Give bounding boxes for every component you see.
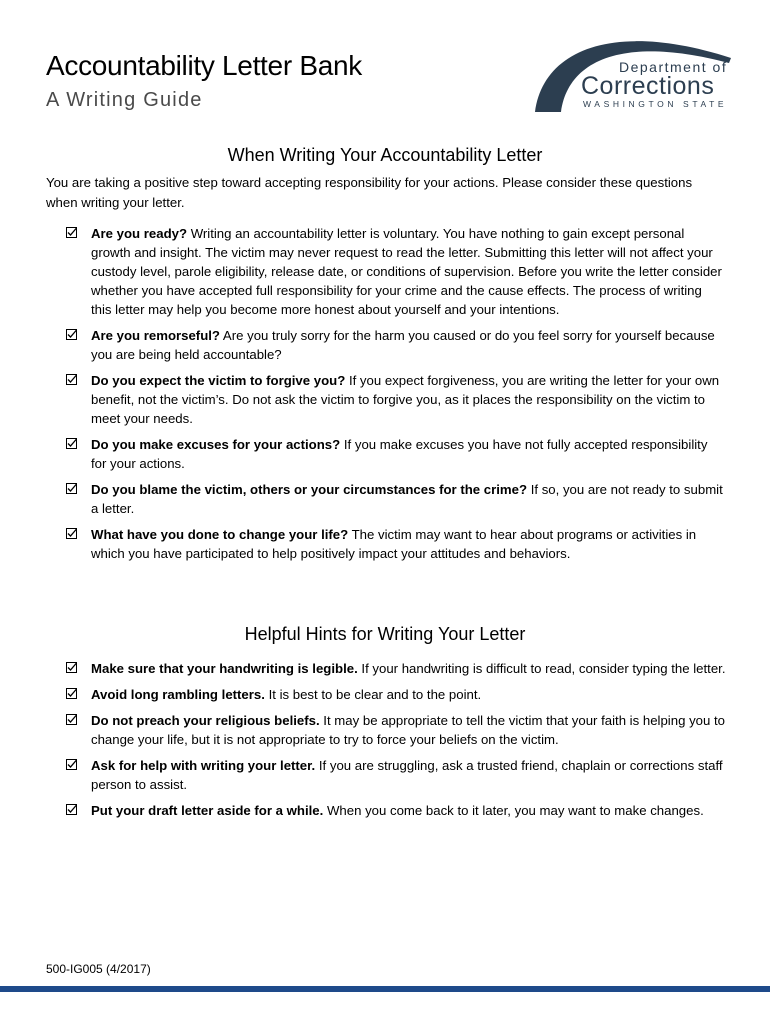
item-lead: What have you done to change your life? bbox=[91, 527, 349, 542]
item-lead: Put your draft letter aside for a while. bbox=[91, 803, 324, 818]
section2-heading: Helpful Hints for Writing Your Letter bbox=[244, 624, 526, 644]
item-text: Are you truly sorry for the harm you caused or do you feel sorry for yourself because you are being held accountable? bbox=[91, 328, 715, 362]
item-lead: Do you make excuses for your actions? bbox=[91, 437, 341, 452]
list-item bbox=[66, 371, 726, 428]
item-text: It may be appropriate to tell the victim that your faith is helping you to change your life, but it is not appropriate to try to force your beliefs on the victim. bbox=[91, 713, 725, 747]
page-title: Accountability Letter Bank bbox=[46, 50, 362, 81]
checkbox-checked-icon bbox=[66, 438, 77, 449]
doc-logo bbox=[533, 30, 733, 115]
list-item bbox=[66, 326, 726, 364]
checkbox-checked-icon bbox=[66, 759, 77, 770]
section1-list bbox=[66, 224, 726, 570]
item-text: If you expect forgiveness, you are writing the letter for your own benefit, not the victim’s. Do not ask the victim to forgive you, as it places the responsibility on the victim to meet your needs. bbox=[91, 373, 720, 426]
item-lead: Are you remorseful? bbox=[91, 328, 220, 343]
item-text: If you make excuses you have not fully accepted responsibility for your actions. bbox=[91, 437, 708, 471]
checkbox-checked-icon bbox=[66, 714, 77, 725]
item-lead: Are you ready? bbox=[91, 226, 188, 241]
item-lead: Make sure that your handwriting is legible. bbox=[91, 661, 358, 676]
list-item bbox=[66, 756, 726, 794]
logo-line3: WASHINGTON STATE bbox=[583, 99, 728, 109]
list-item bbox=[66, 801, 726, 820]
checkbox-checked-icon bbox=[66, 528, 77, 539]
footer-bar bbox=[0, 986, 770, 992]
form-code: 500-IG005 (4/2017) bbox=[46, 962, 151, 976]
checkbox-checked-icon bbox=[66, 227, 77, 238]
section1-intro: You are taking a positive step toward accepting responsibility for your actions. Please consider these questions when writing your letter. bbox=[46, 175, 693, 210]
list-item bbox=[66, 525, 726, 563]
item-text: If your handwriting is difficult to read, consider typing the letter. bbox=[361, 661, 726, 676]
checkbox-checked-icon bbox=[66, 804, 77, 815]
logo-line2: Corrections bbox=[581, 72, 715, 100]
section2-list bbox=[66, 659, 726, 827]
list-item bbox=[66, 659, 726, 678]
list-item bbox=[66, 435, 726, 473]
logo-line1: Department of bbox=[619, 59, 728, 75]
item-text: It is best to be clear and to the point. bbox=[268, 687, 482, 702]
item-lead: Ask for help with writing your letter. bbox=[91, 758, 316, 773]
item-text: The victim may want to hear about programs or activities in which you have participated to help positively impact your attitudes and behaviors. bbox=[91, 527, 697, 561]
item-text: When you come back to it later, you may want to make changes. bbox=[326, 803, 704, 818]
checkbox-checked-icon bbox=[66, 329, 77, 340]
list-item bbox=[66, 711, 726, 749]
checkbox-checked-icon bbox=[66, 374, 77, 385]
item-text: If you are struggling, ask a trusted friend, chaplain or corrections staff person to assist. bbox=[91, 758, 723, 792]
checkbox-checked-icon bbox=[66, 688, 77, 699]
item-lead: Do not preach your religious beliefs. bbox=[91, 713, 320, 728]
list-item bbox=[66, 685, 726, 704]
item-lead: Avoid long rambling letters. bbox=[91, 687, 265, 702]
page-subtitle: A Writing Guide bbox=[46, 89, 203, 111]
list-item bbox=[66, 224, 726, 319]
item-lead: Do you blame the victim, others or your circumstances for the crime? bbox=[91, 482, 528, 497]
list-item bbox=[66, 480, 726, 518]
item-lead: Do you expect the victim to forgive you? bbox=[91, 373, 346, 388]
checkbox-checked-icon bbox=[66, 483, 77, 494]
item-text: Writing an accountability letter is voluntary. You have nothing to gain except personal growth and insight. The victim may never request to read the letter. Submitting this letter will not affect your custody level, parole eligibility, release date, or conditions of supervision. Before you write the letter consider whether you have accepted full responsibility for your crime and the cause effects. The process of writing this letter may help you become more honest about yourself and your intentions. bbox=[91, 226, 722, 317]
item-text: If so, you are not ready to submit a letter. bbox=[91, 482, 723, 516]
checkbox-checked-icon bbox=[66, 662, 77, 673]
section1-heading: When Writing Your Accountability Letter bbox=[227, 145, 543, 165]
